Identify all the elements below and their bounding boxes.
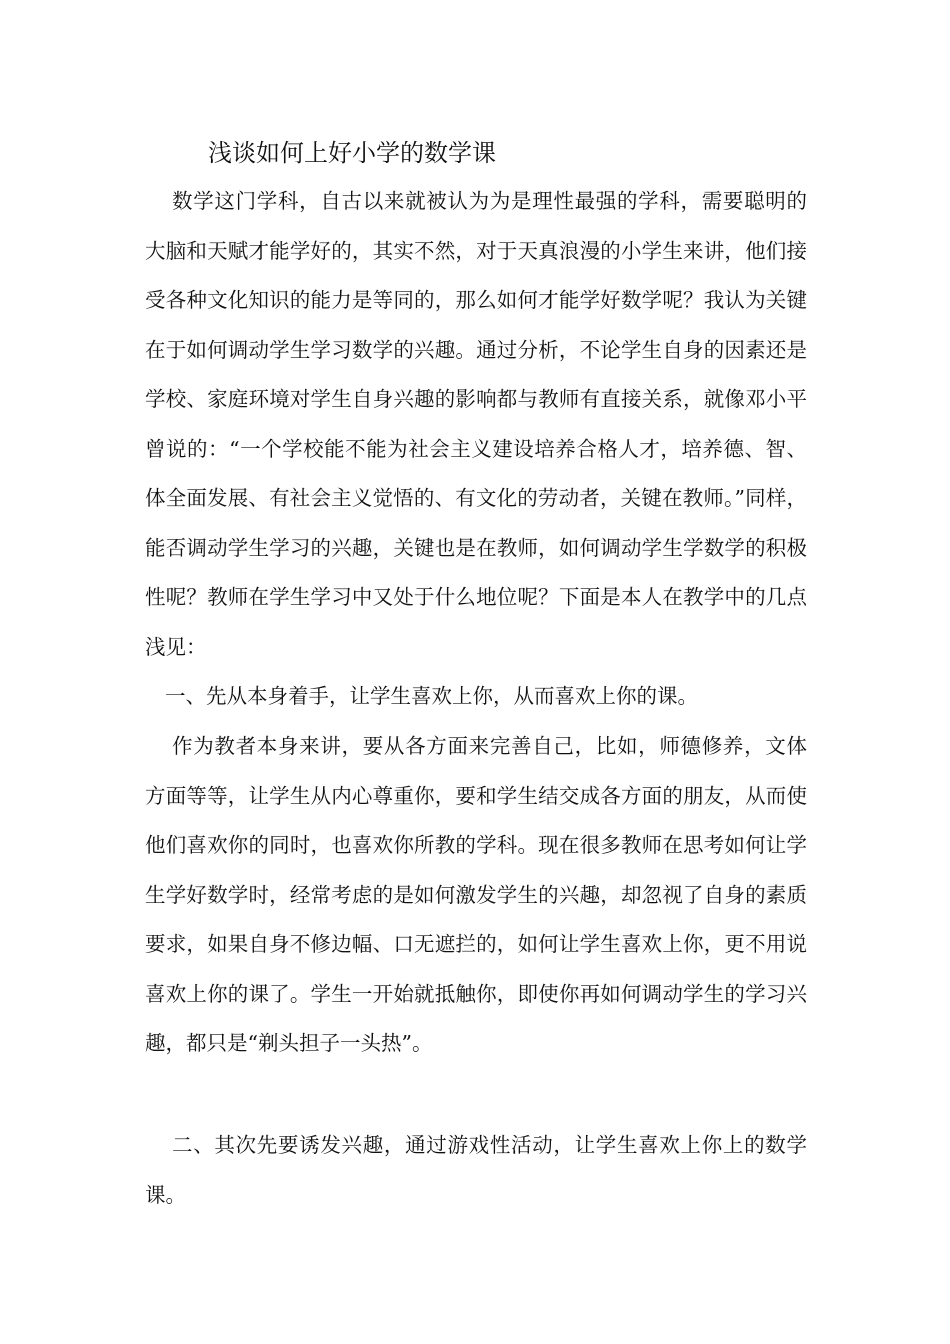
intro-paragraph: 数学这门学科，自古以来就被认为为是理性最强的学科，需要聪明的大脑和天赋才能学好的，其实不然，对于天真浪漫的小学生来讲，他们接受各种文化知识的能力是等同的，那么如何才能学好数学呢？我认为关键在于如何调动学生学习数学的兴趣。通过分析，不论学生自身的因素还是学校、家庭环境对学生自身兴趣的影响都与教师有直接关系，就像邓小平曾说的：“一个学校能不能为社会主义建设培养合格人才，培养德、智、体全面发展、有社会主义觉悟的、有文化的劳动者，关键在教师。”同样，能否调动学生学习的兴趣，关键也是在教师，如何调动学生学数学的积极性呢？教师在学生学习中又处于什么地位呢？下面是本人在教学中的几点浅见： [145,189,807,659]
section-heading-2: 二、其次先要诱发兴趣，通过游戏性活动，让学生喜欢上你上的数学课。 [145,1133,807,1207]
section-1-paragraph: 作为教者本身来讲，要从各方面来完善自己，比如，师德修养，文体方面等等，让学生从内心尊重你，要和学生结交成各方面的朋友，从而使他们喜欢你的同时，也喜欢你所教的学科。现在很多教师在思考如何让学生学好数学时，经常考虑的是如何激发学生的兴趣，却忽视了自身的素质要求，如果自身不修边幅、口无遮拦的，如何让学生喜欢上你，更不用说喜欢上你的课了。学生一开始就抵触你，即使你再如何调动学生的学习兴趣，都只是“剃头担子一头热”。 [145,734,807,1055]
section-heading-1: 一、先从本身着手，让学生喜欢上你，从而喜欢上你的课。 [165,684,698,708]
document-title: 浅谈如何上好小学的数学课 [208,139,496,167]
